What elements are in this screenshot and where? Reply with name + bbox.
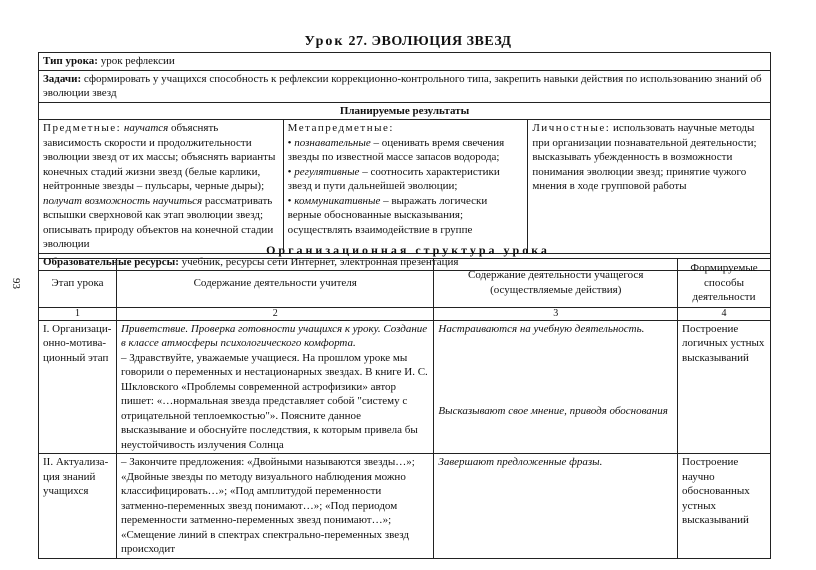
meta-text-3: – выражать логически верные обоснованные высказывания; осуществлять взаимодействие в группе	[287, 194, 488, 236]
meta-italic-2: регулятивные	[294, 165, 360, 178]
resources-value: учебник, ресурсы сети Интернет, электронная презентация	[178, 255, 459, 268]
teacher-cell	[116, 320, 433, 454]
lesson-type-label: Тип урока:	[43, 55, 98, 67]
table-row	[39, 320, 771, 454]
teacher-italic: Приветствие. Проверка готовности учащихся к уроку. Создание в классе атмосферы психологического комфорта.	[120, 322, 428, 349]
org-structure-table	[38, 255, 771, 559]
table-row	[39, 454, 771, 559]
subject-italic-1: научатся	[123, 122, 169, 134]
subject-results-cell	[39, 120, 284, 254]
teacher-cell: – Закончите предложения: «Двойными называются звезды…»; «Двойные звезды по методу визуального наблюдения можно классифицировать…»; «Под амплитудой переменности затменно-переменных звезд понимают…»; «Под периодом переменности затменно-переменных звезд понимают…»; «Смещение линий в спектрах спектрально-переменных звезд происходит	[116, 454, 433, 559]
col-header-stage: Этап урока	[39, 259, 117, 308]
student-action-1: Настраиваются на учебную деятельность.	[438, 322, 645, 335]
column-number-row	[39, 307, 771, 320]
meta-label: Метапредметные:	[287, 122, 394, 134]
lesson-type-row	[39, 53, 771, 71]
meta-text-2: – соотносить характеристики звезд и пути дальнейшей эволюции;	[287, 165, 500, 192]
meta-results-cell: Метапредметные: • познавательные – оценивать время свечения звезды по известной массе запасов водорода; • регулятивные – соотносить характеристики звезд и пути дальнейшей эволюции; • коммуникативные – выражать логически верные обоснованные высказывания; осуществлять взаимодействие в группе	[283, 120, 528, 254]
teacher-text: – Здравствуйте, уважаемые учащиеся. На прошлом уроке мы говорили о переменных и нестационарных звездах. В книге И. С. Шкловского «Проблемы современной астрофизики» автор пишет: «…нормальная звезда представляет собой "систему с отрицательной теплоемкостью"». Поясните данное высказывание и обоснуйте последствия, к которым привела бы неустойчивость излучения Солнца	[120, 351, 428, 451]
lesson-type-value: урок рефлексии	[97, 55, 175, 67]
col-header-student: Содержание деятельности учащегося (осуществляемые действия)	[434, 259, 678, 308]
student-cell	[434, 320, 678, 454]
subject-text-2: рассматривать вспышки сверхновой как этап эволюции звезд; описывать природу объектов на конечной стадии эволюции	[43, 194, 274, 250]
resources-label: Образовательные ресурсы:	[43, 255, 179, 268]
col-number: 2	[116, 307, 433, 320]
meta-text-1: – оценивать время свечения звезды по известной массе запасов водорода;	[287, 136, 505, 163]
skills-cell: Построение научно обоснованных устных высказываний	[678, 454, 771, 559]
col-number: 4	[678, 307, 771, 320]
results-header-row	[39, 102, 771, 120]
results-row	[39, 120, 771, 254]
tasks-label: Задачи:	[43, 72, 82, 85]
col-header-teacher: Содержание деятельности учителя	[116, 259, 433, 308]
lesson-name: 27. ЭВОЛЮЦИЯ ЗВЕЗД	[348, 34, 512, 49]
col-number: 1	[39, 307, 117, 320]
personal-text: использовать научные методы при организации познавательной деятельности; высказывать убежденность в возможности понимания эволюции звезд; принятие чужого мнения в ходе групповой работы	[532, 122, 757, 192]
org-structure-title: Организационная структура урока	[266, 243, 550, 257]
stage-cell: I. Организаци-онно-мотива-ционный этап	[39, 320, 117, 454]
meta-italic-3: коммуникативные	[294, 194, 381, 207]
col-header-skills: Формируемые способы деятельности	[678, 259, 771, 308]
skills-cell: Построение логичных устных высказываний	[678, 320, 771, 454]
org-header-row	[39, 259, 771, 308]
tasks-value: сформировать у учащихся способность к рефлексии коррекционно-контрольного типа, закрепить навыки действия по использованию знаний об эволюции звезд	[43, 72, 762, 99]
col-number: 3	[434, 307, 678, 320]
student-action-1: Завершают предложенные фразы.	[438, 456, 603, 468]
student-cell	[434, 454, 678, 559]
lesson-title	[0, 34, 816, 50]
results-header: Планируемые результаты	[39, 102, 771, 120]
student-action-2: Высказывают свое мнение, приводя обоснования	[438, 405, 668, 417]
tasks-row	[39, 70, 771, 102]
subject-label: Предметные:	[43, 122, 122, 134]
meta-italic-1: познавательные	[294, 136, 371, 149]
lesson-info-table	[38, 52, 771, 271]
lesson-prefix: Урок	[304, 34, 345, 49]
page-number: 93	[10, 278, 22, 289]
subject-italic-2: получат возможность научиться	[43, 194, 203, 207]
subject-text-1: объяснять зависимость скорости и продолжительности эволюции звезд от их массы; объяснять варианты конечных стадий жизни звезд (белые карлики, нейтронные звезды – пульсары, черные дыры);	[43, 122, 276, 192]
stage-cell: II. Актуализа-ция знаний учащихся	[39, 454, 117, 559]
personal-label: Личностные:	[532, 122, 611, 134]
personal-results-cell	[528, 120, 771, 254]
